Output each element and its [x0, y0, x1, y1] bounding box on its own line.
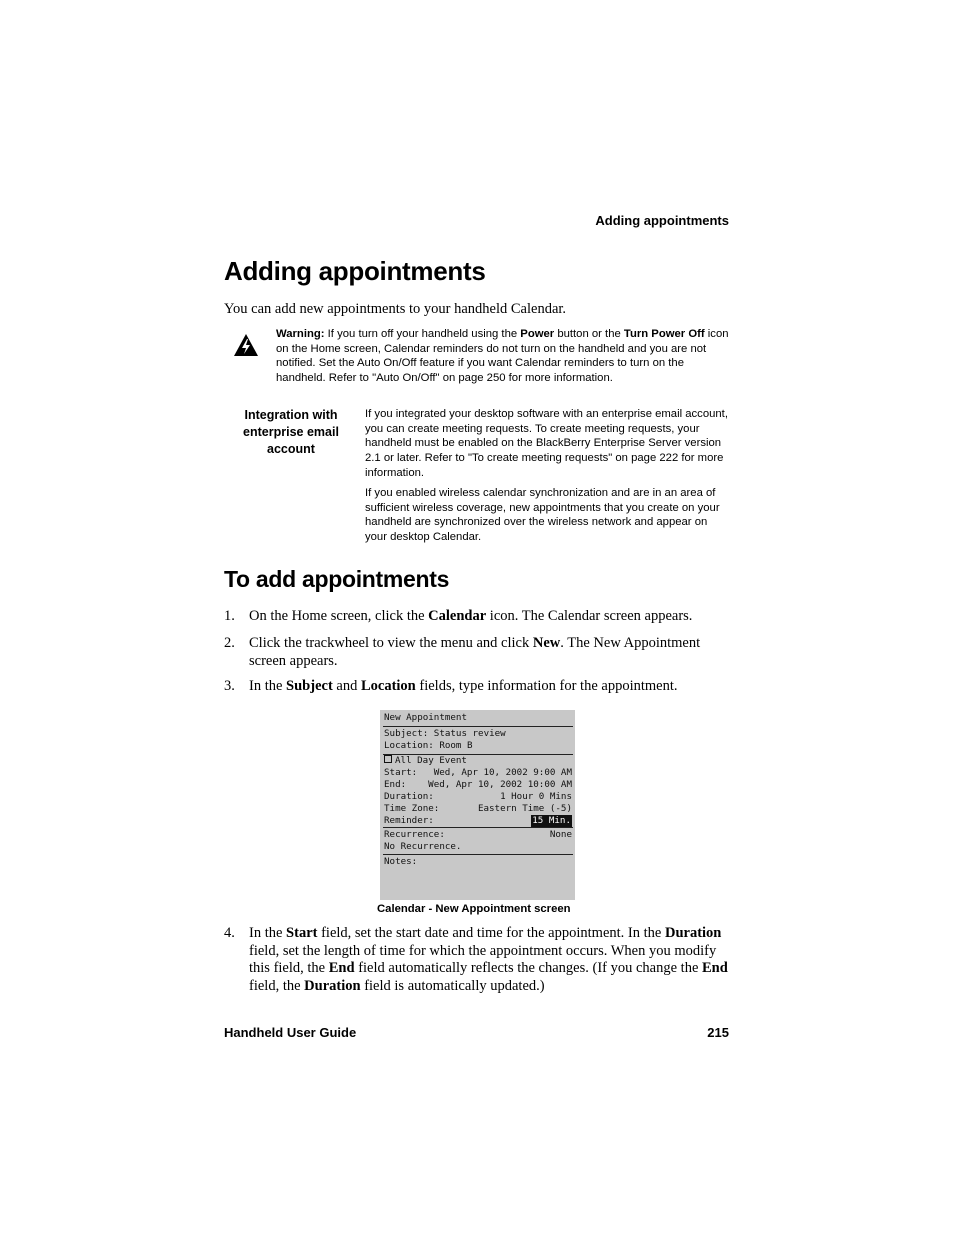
footer-guide-title: Handheld User Guide	[224, 1025, 357, 1040]
divider	[383, 726, 573, 727]
sidebar-paragraph-1: If you integrated your desktop software with an enterprise email account, you can create meeting requests. To create meeting requests, your handheld must be enabled on the BlackBerry Enterprise Server version 2.1 or later. Refer to "To create meeting requests" on page 222 for more information.	[365, 408, 728, 479]
section-title: To add appointments	[224, 566, 450, 592]
warning-label: Warning:	[276, 328, 325, 340]
step-2: 2. Click the trackwheel to view the menu and click New. The New Appointment screen appears.	[224, 635, 701, 669]
step-3: 3. In the Subject and Location fields, type information for the appointment.	[224, 678, 678, 694]
new-appointment-screenshot	[380, 710, 575, 900]
screen-title: New Appointment	[384, 712, 467, 723]
warning-note: Warning: If you turn off your handheld using the Power button or the Turn Power Off icon on the Home screen, Calendar reminders do not turn on the handheld and you are not notified. Set the Auto On/Off feature if you want Calendar reminders to turn on the handheld. Refer to "Auto On/Off" on page 250 for more information.	[276, 328, 729, 385]
sidebar-paragraph-2: If you enabled wireless calendar synchronization and are in an area of sufficient wireless coverage, new appointments that you create on your handheld are synchronized over the wireless network and appear on your desktop Calendar.	[365, 487, 720, 544]
divider	[383, 854, 573, 855]
all-day-checkbox-row: All Day Event	[384, 755, 572, 767]
warning-icon	[233, 333, 259, 357]
start-field: Start: Wed, Apr 10, 2002 9:00 AM	[384, 767, 572, 778]
intro-paragraph: You can add new appointments to your handheld Calendar.	[224, 301, 567, 317]
page-number: 215	[707, 1025, 729, 1040]
no-recurrence-text: No Recurrence.	[384, 841, 462, 852]
subject-field: Subject: Status review	[384, 728, 506, 739]
notes-field: Notes:	[384, 856, 418, 867]
location-field: Location: Room B	[384, 740, 473, 751]
step-1: 1. On the Home screen, click the Calendar icon. The Calendar screen appears.	[224, 608, 693, 624]
running-header: Adding appointments	[595, 213, 729, 228]
timezone-field: Time Zone: Eastern Time (-5)	[384, 803, 572, 814]
end-field: End: Wed, Apr 10, 2002 10:00 AM	[384, 779, 572, 790]
page-title: Adding appointments	[224, 256, 486, 286]
divider	[383, 827, 573, 828]
step-4: 4. In the Start field, set the start date and time for the appointment. In the Duration field, set the length of time for which the appointment occurs. When you modify this field, the End field automatically reflects the changes. (If you change the End field, the Duration field is automatically updated.)	[224, 925, 728, 994]
figure-caption: Calendar - New Appointment screen	[377, 903, 571, 915]
checkbox-icon	[384, 755, 392, 763]
recurrence-field: Recurrence: None	[384, 829, 572, 840]
duration-field: Duration: 1 Hour 0 Mins	[384, 791, 572, 802]
reminder-field: Reminder: 15 Min.	[384, 815, 571, 826]
sidebar-label: Integration with enterprise email account	[243, 408, 339, 456]
reminder-value-highlight: 15 Min.	[532, 815, 571, 826]
